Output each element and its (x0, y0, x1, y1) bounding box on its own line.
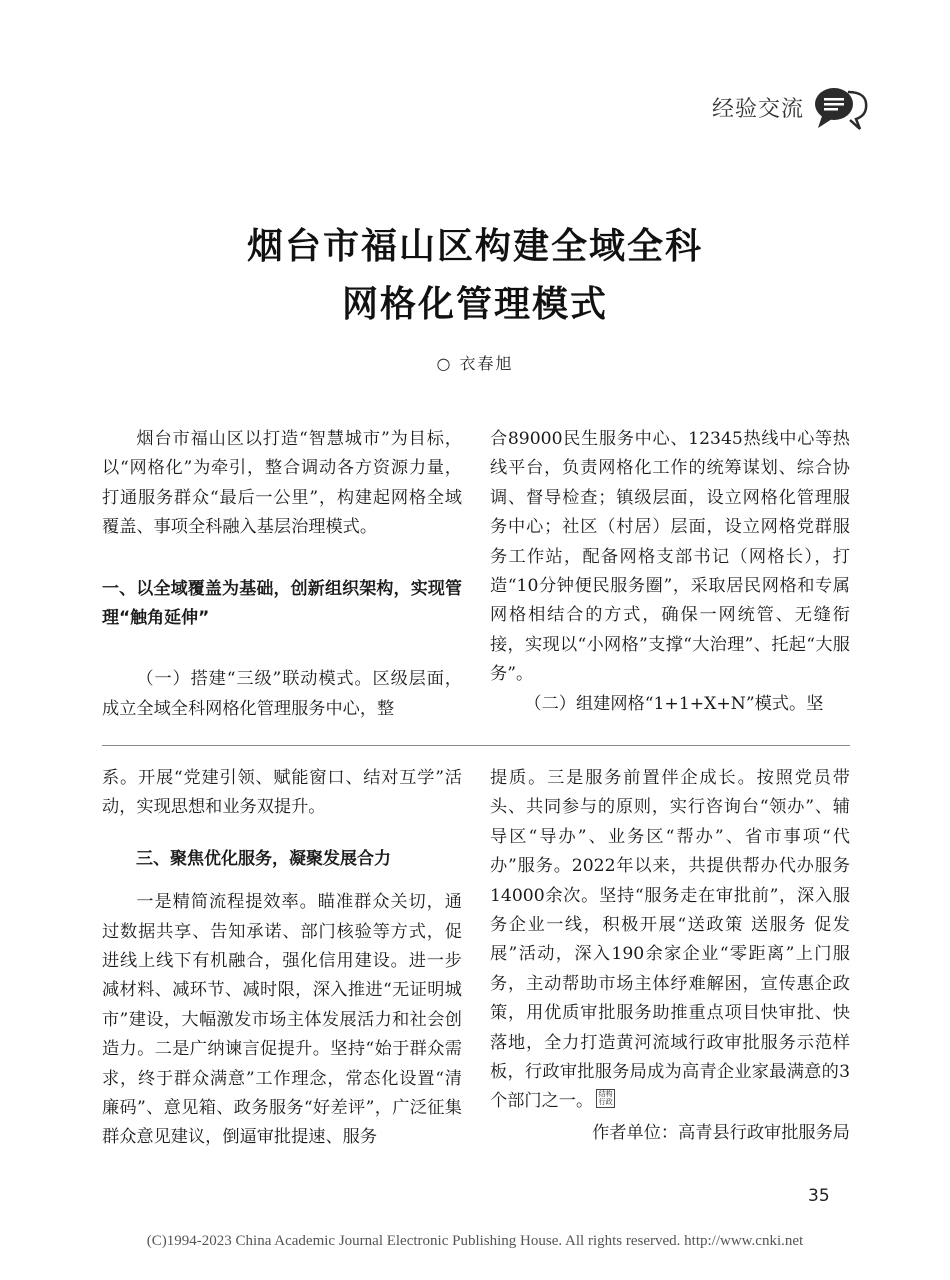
title-line-2: 网格化管理模式 (341, 284, 608, 325)
paragraph: 合89000民生服务中心、12345热线中心等热线平台，负责网格化工作的统筹谋划、综合协调、督导检查；镇级层面，设立网格化管理服务中心；社区（村居）层面，设立网格党群服务工作站，配备网格支部书记（网格长），打造“10分钟便民服务圈”，采取居民网格和专属网格相结合的方式，确保一网统管、无缝衔接，实现以“小网格”支撑“大治理”、托起“大服务”。 (490, 429, 850, 685)
intro-paragraph: 烟台市福山区以打造“智慧城市”为目标，以“网格化”为牵引，整合调动各方资源力量，打通服务群众“最后一公里”，构建起网格全域覆盖、事项全科融入基层治理模式。 (102, 429, 462, 538)
title-line-1: 烟台市福山区构建全域全科 (246, 226, 703, 267)
paragraph-text: 提质。三是服务前置伴企成长。按照党员带头、共同参与的原则，实行咨询台“领办”、辅导区“导办”、业务区“帮办”、省市事项“代办”服务。2022年以来，共提供帮办代办服务14000余次。坚持“服务走在审批前”，深入服务企业一线，积极开展“送政策 送服务 促发展”活动，深入190余家企业“零距离”上门服务，主动帮助市场主体纾难解困，宣传惠企政策，用优质审批服务助推重点项目快审批、快落地，全力打造黄河流域行政审批服务示范样板，行政审批服务局成为高青企业家最满意的3个部门之一。 (490, 768, 850, 1112)
paragraph: 一是精简流程提效率。瞄准群众关切，通过数据共享、告知承诺、部门核验等方式，促进线上线下有机融合，强化信用建设。进一步减材料、减环节、减时限，深入推进“无证明城市”建设，大幅激发市场主体发展活力和社会创造力。二是广纳谏言促提升。坚持“始于群众需求，终于群众满意”工作理念，常态化设置“清廉码”、意见箱、政务服务“好差评”，广泛征集群众意见建议，倒逼审批提速、服务 (102, 892, 462, 1148)
section-label: 经验交流 (712, 97, 805, 122)
author-byline: ○ 衣春旭 (436, 354, 514, 373)
page-number: 35 (808, 1186, 830, 1206)
copyright-footer: (C)1994-2023 China Academic Journal Electronic Publishing House. All rights reserved. http://www.cnki.net (146, 1233, 804, 1249)
column-bottom-right (490, 764, 850, 1148)
section-divider (102, 745, 850, 746)
paragraph: （一）搭建“三级”联动模式。区级层面，成立全域全科网格化管理服务中心，整 (102, 669, 462, 719)
journal-seal-icon: 结构 行政 (596, 1089, 615, 1108)
column-top-left (102, 425, 462, 724)
section-heading-3: 三、聚焦优化服务，凝聚发展合力 (136, 848, 391, 869)
article-title (0, 218, 950, 334)
paragraph: 系。开展“党建引领、赋能窗口、结对互学”活动，实现思想和业务双提升。 (102, 768, 462, 818)
paragraph (490, 764, 850, 1117)
paragraph: （二）组建网格“1+1+X+N”模式。坚 (524, 693, 824, 714)
section-heading-1: 一、以全域覆盖为基础，创新组织架构，实现管理“触角延伸” (102, 578, 462, 629)
column-top-right (490, 425, 850, 719)
column-bottom-left (102, 764, 462, 1153)
author-affiliation: 作者单位：高青县行政审批服务局 (592, 1122, 850, 1143)
speech-bubble-icon (812, 82, 870, 132)
